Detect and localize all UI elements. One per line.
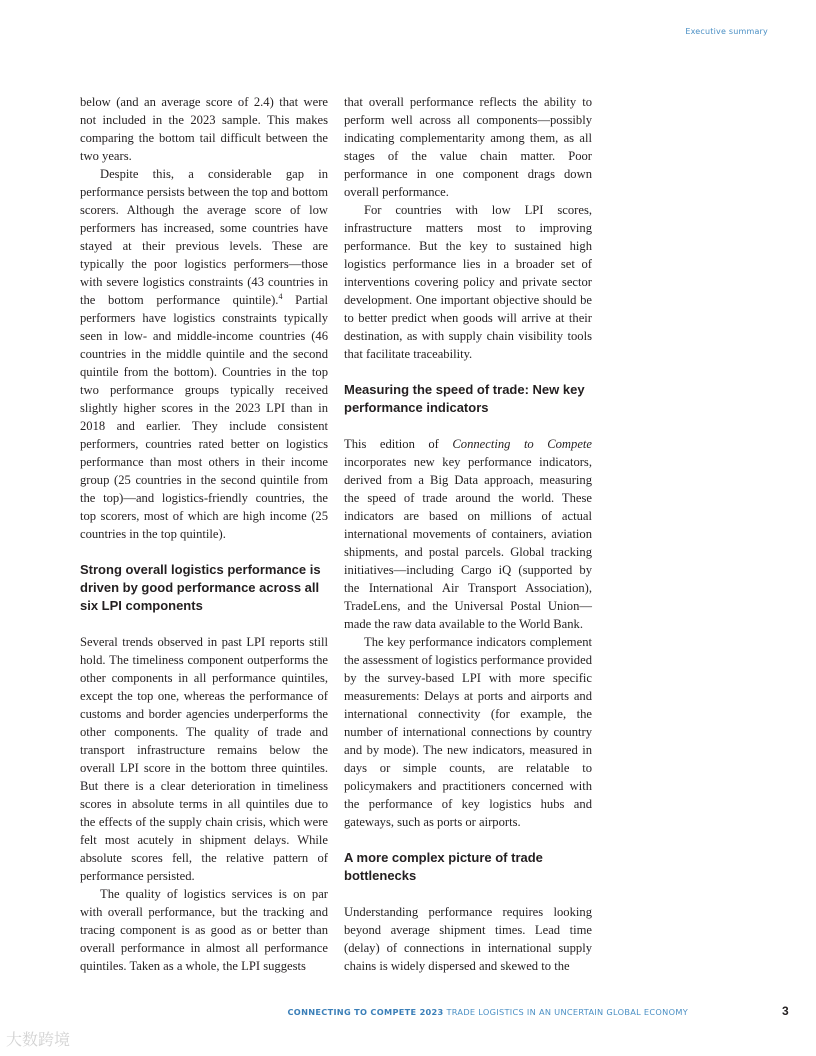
paragraph: below (and an average score of 2.4) that were not included in the 2023 sample. This makes comparing the bottom tail difficult between the two years.	[80, 95, 328, 163]
paragraph-text: incorporates new key performance indicators, derived from a Big Data approach, measuring the speed of trade around the world. These indicators are based on millions of actual international movements of containers, aviation shipments, and postal parcels. Global tracking initiatives—including Cargo iQ (supported by the International Air Transport Association), TradeLens, and the Universal Postal Union—made the raw data available to the World Bank.	[344, 455, 592, 631]
section-heading: Measuring the speed of trade: New key performance indicators	[344, 382, 585, 415]
paragraph	[344, 435, 592, 633]
left-column	[80, 93, 328, 975]
paragraph-text: This edition of	[344, 437, 453, 451]
footnote-ref[interactable]: 4	[278, 291, 283, 301]
right-column	[344, 93, 592, 975]
paragraph-text: Despite this, a considerable gap in performance persists between the top and bottom scorers. Although the average score of low performers has increased, some countries have stayed at their previous levels. These are typically the poor logistics performers—those with severe logistics constraints (43 countries in the bottom performance quintile).	[80, 167, 328, 307]
footer-subtitle: TRADE LOGISTICS IN AN UNCERTAIN GLOBAL ECONOMY	[443, 1007, 688, 1017]
section-heading: A more complex picture of trade bottlenecks	[344, 850, 543, 883]
paragraph: Understanding performance requires looking beyond average shipment times. Lead time (delay) of connections in international supply chains is widely dispersed and skewed to the	[344, 905, 592, 973]
paragraph	[80, 165, 328, 543]
running-head: Executive summary	[685, 27, 768, 36]
paragraph: For countries with low LPI scores, infrastructure matters most to improving performance. But the key to sustained high logistics performance lies in a broader set of interventions covering policy and private sector development. One important objective should be to better predict when goods will arrive at their destination, as with supply chain visibility tools that facilitate traceability.	[344, 203, 592, 361]
section-heading: Strong overall logistics performance is driven by good performance across all six LPI components	[80, 562, 321, 613]
paragraph-text: Partial performers have logistics constraints typically seen in low- and middle-income countries (46 countries in the middle quintile and the second quintile from the bottom). Countries in the top two performance groups typically received slightly higher scores in the 2023 LPI than in 2018 and earlier. They include consistent performers, countries rated better on logistics performance than most others in their income group (25 countries in the second quintile from the top)—and logistics-friendly countries, the top scorers, most of which are high income (25 countries in the top quintile).	[80, 293, 328, 541]
paragraph: that overall performance reflects the ability to perform well across all components—possibly indicating complementarity among them, as all stages of the value chain matter. Poor performance in one component drags down overall performance.	[344, 95, 592, 199]
page-number: 3	[782, 1004, 789, 1018]
paragraph: Several trends observed in past LPI reports still hold. The timeliness component outperforms the other components in all performance quintiles, except the top one, whereas the performance of customs and border agencies underperforms the other components. The quality of trade and transport infrastructure remains below the overall LPI score in the bottom three quintiles. But there is a clear deterioration in timeliness scores in absolute terms in all quintiles due to the effects of the supply chain crisis, which were felt most acutely in shipment delays. While absolute scores fell, the relative pattern of performance persisted.	[80, 635, 328, 883]
report-title-italic: Connecting to Compete	[452, 437, 593, 451]
footer-report-title: CONNECTING TO COMPETE 2023	[287, 1007, 444, 1017]
watermark-logo: 大数跨境	[6, 1030, 71, 1049]
paragraph: The key performance indicators complement the assessment of logistics performance provided by the survey-based LPI with more specific measurements: Delays at ports and airports and international connectivity (for example, the number of international connections by country and by mode). The new indicators, measured in days or simple counts, are relatable to policymakers and practitioners concerned with the performance of key logistics hubs and gateways, such as ports or airports.	[344, 635, 592, 829]
paragraph: The quality of logistics services is on par with overall performance, but the tracking and tracing component is as good as or better than overall performance in almost all performance quintiles. Taken as a whole, the LPI suggests	[80, 887, 328, 973]
page-footer	[288, 1007, 689, 1017]
